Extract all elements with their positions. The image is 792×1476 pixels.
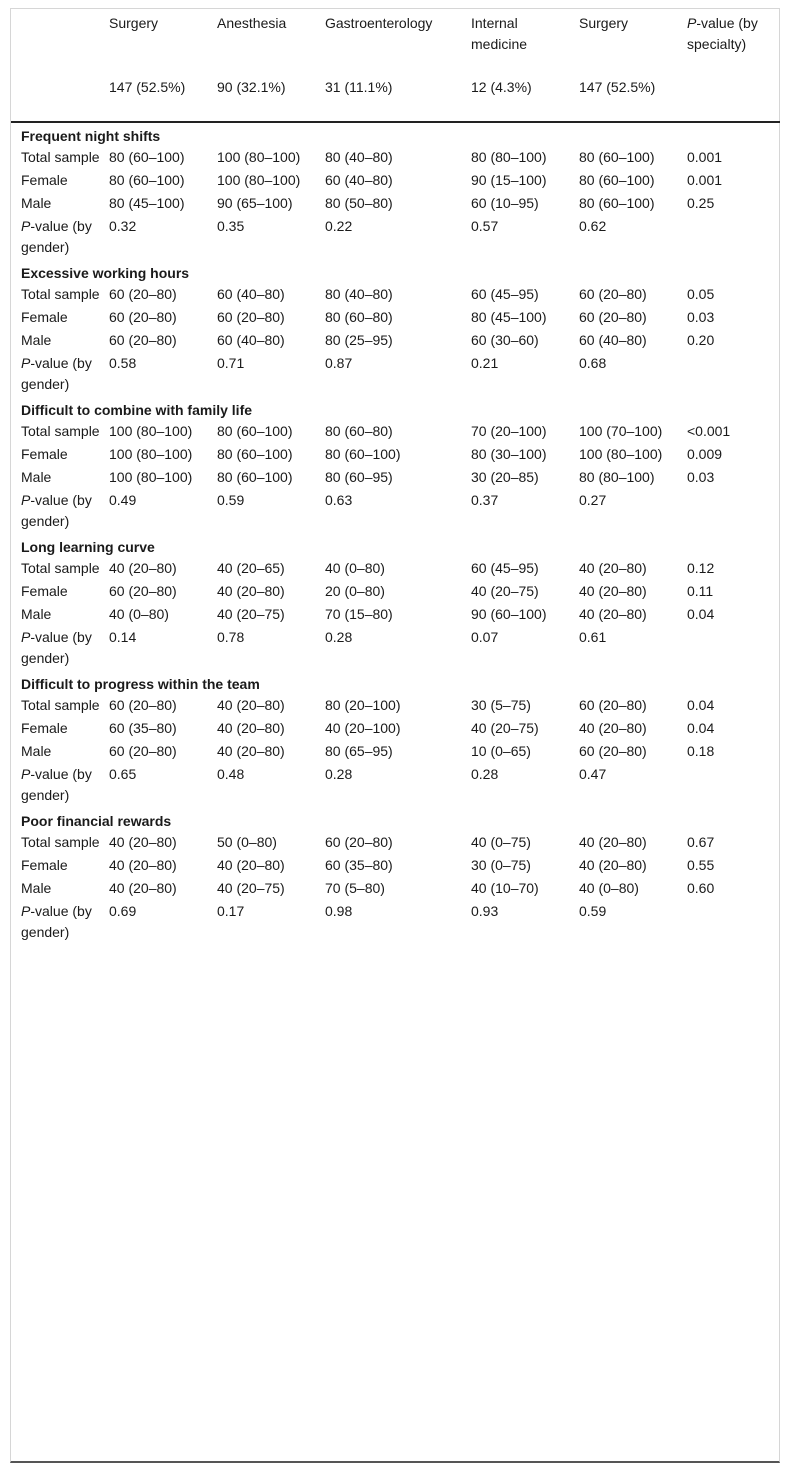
table-cell: 100 (80–100) bbox=[579, 446, 663, 462]
table-cell: 0.03 bbox=[687, 309, 715, 325]
table-row bbox=[11, 558, 780, 581]
table-cell: 0.65 bbox=[109, 766, 137, 782]
row-label-total-sample: Total sample bbox=[21, 697, 100, 713]
table-cell: 0.009 bbox=[687, 446, 723, 462]
row-label-female: Female bbox=[21, 172, 68, 188]
table-cell: 100 (80–100) bbox=[217, 149, 301, 165]
table-cell: 30 (5–75) bbox=[471, 697, 531, 713]
table-cell: 0.59 bbox=[579, 903, 607, 919]
table-cell: 60 (20–80) bbox=[109, 309, 177, 325]
table-cell: 20 (0–80) bbox=[325, 583, 385, 599]
table-cell: 40 (20–75) bbox=[471, 583, 539, 599]
count-empty-cell bbox=[11, 77, 109, 122]
table-cell: 60 (40–80) bbox=[217, 286, 285, 302]
header-count-4: 12 (4.3%) bbox=[471, 77, 579, 122]
header-count-3: 31 (11.1%) bbox=[325, 77, 471, 122]
table-cell: 60 (20–80) bbox=[579, 697, 647, 713]
table-cell: 0.25 bbox=[687, 195, 715, 211]
table-cell: 0.11 bbox=[687, 583, 714, 599]
table-cell: 0.68 bbox=[579, 355, 607, 371]
table-cell: 40 (20–65) bbox=[217, 560, 285, 576]
table-cell: 40 (20–80) bbox=[579, 834, 647, 850]
table-cell: 40 (20–80) bbox=[109, 834, 177, 850]
table-cell: 40 (20–80) bbox=[217, 583, 285, 599]
table-cell: 0.20 bbox=[687, 332, 715, 348]
table-row bbox=[11, 764, 780, 808]
table-cell: 40 (0–80) bbox=[109, 606, 169, 622]
section-header-row bbox=[11, 808, 780, 832]
table-cell: 0.32 bbox=[109, 218, 137, 234]
table-cell: 60 (20–80) bbox=[579, 286, 647, 302]
table-cell: 0.05 bbox=[687, 286, 715, 302]
table-cell: 0.07 bbox=[471, 629, 499, 645]
specialty-header-row bbox=[11, 13, 780, 77]
table-cell: 0.69 bbox=[109, 903, 137, 919]
table-cell: 80 (45–100) bbox=[109, 195, 185, 211]
table-cell: 80 (60–100) bbox=[579, 149, 655, 165]
table-cell: 30 (20–85) bbox=[471, 469, 539, 485]
table-row bbox=[11, 878, 780, 901]
row-label-male: Male bbox=[21, 880, 52, 896]
row-label-total-sample: Total sample bbox=[21, 149, 100, 165]
section-header-row bbox=[11, 534, 780, 558]
section-title: Long learning curve bbox=[21, 539, 155, 555]
row-label-total-sample: Total sample bbox=[21, 560, 100, 576]
table-cell: 60 (30–60) bbox=[471, 332, 539, 348]
table-cell: 0.78 bbox=[217, 629, 245, 645]
table-cell: <0.001 bbox=[687, 423, 731, 439]
table-row bbox=[11, 855, 780, 878]
table-cell bbox=[687, 764, 780, 808]
table-cell: 60 (20–80) bbox=[109, 697, 177, 713]
table-cell: 60 (35–80) bbox=[109, 720, 177, 736]
header-specialty-3: Gastroenterology bbox=[325, 15, 433, 31]
table-cell: 0.55 bbox=[687, 857, 715, 873]
table-cell: 0.61 bbox=[579, 629, 607, 645]
table-cell: 40 (20–80) bbox=[217, 697, 285, 713]
table-cell: 80 (60–80) bbox=[325, 423, 393, 439]
count-header-row bbox=[11, 77, 780, 122]
row-label-female: Female bbox=[21, 446, 68, 462]
table-cell: 0.59 bbox=[217, 492, 245, 508]
table-row bbox=[11, 901, 780, 945]
section-title: Difficult to progress within the team bbox=[21, 676, 260, 692]
table-cell: 0.63 bbox=[325, 492, 353, 508]
header-empty-cell bbox=[11, 13, 109, 77]
table-cell: 40 (20–75) bbox=[471, 720, 539, 736]
table-cell: 70 (20–100) bbox=[471, 423, 547, 439]
table-cell bbox=[687, 353, 780, 397]
table-cell: 0.71 bbox=[217, 355, 245, 371]
section-header-row bbox=[11, 397, 780, 421]
table-cell: 60 (20–80) bbox=[579, 309, 647, 325]
header-count-1: 147 (52.5%) bbox=[109, 77, 217, 122]
table-cell: 0.18 bbox=[687, 743, 715, 759]
table-cell: 0.14 bbox=[109, 629, 137, 645]
section-header-row bbox=[11, 122, 780, 147]
table-row bbox=[11, 330, 780, 353]
table-cell: 90 (15–100) bbox=[471, 172, 547, 188]
table-cell: 80 (30–100) bbox=[471, 446, 547, 462]
table-cell: 40 (20–80) bbox=[109, 857, 177, 873]
row-label-pvalue-by-gender: P-value (by gender) bbox=[21, 766, 92, 803]
table-cell: 40 (20–80) bbox=[109, 560, 177, 576]
row-label-total-sample: Total sample bbox=[21, 286, 100, 302]
row-label-male: Male bbox=[21, 195, 52, 211]
table-cell: 80 (65–95) bbox=[325, 743, 393, 759]
table-row bbox=[11, 147, 780, 170]
table-cell: 80 (20–100) bbox=[325, 697, 401, 713]
table-cell: 0.48 bbox=[217, 766, 245, 782]
header-specialty-4: Internal medicine bbox=[471, 15, 528, 52]
table-cell bbox=[687, 490, 780, 534]
row-label-pvalue-by-gender: P-value (by gender) bbox=[21, 492, 92, 529]
table-row bbox=[11, 832, 780, 855]
table-cell: 0.49 bbox=[109, 492, 137, 508]
row-label-total-sample: Total sample bbox=[21, 423, 100, 439]
section-header-row bbox=[11, 260, 780, 284]
table-cell: 60 (45–95) bbox=[471, 286, 539, 302]
table-row bbox=[11, 581, 780, 604]
table-cell: 0.98 bbox=[325, 903, 353, 919]
table-cell: 40 (0–80) bbox=[325, 560, 385, 576]
section-title: Frequent night shifts bbox=[21, 128, 161, 144]
table-row bbox=[11, 307, 780, 330]
table-row bbox=[11, 627, 780, 671]
table-cell: 100 (80–100) bbox=[109, 446, 193, 462]
table-cell: 60 (40–80) bbox=[325, 172, 393, 188]
table-cell: 60 (35–80) bbox=[325, 857, 393, 873]
table-cell: 0.62 bbox=[579, 218, 607, 234]
table-cell: 100 (80–100) bbox=[109, 469, 193, 485]
table-cell: 0.47 bbox=[579, 766, 607, 782]
table-cell: 0.58 bbox=[109, 355, 137, 371]
table-cell: 80 (40–80) bbox=[325, 149, 393, 165]
table-row bbox=[11, 353, 780, 397]
table-cell: 60 (20–80) bbox=[109, 286, 177, 302]
table-cell: 0.28 bbox=[325, 766, 353, 782]
table-row bbox=[11, 284, 780, 307]
table-cell: 60 (40–80) bbox=[217, 332, 285, 348]
table-cell: 40 (0–80) bbox=[579, 880, 639, 896]
header-pvalue-specialty: P-value (by specialty) bbox=[687, 15, 758, 52]
table-row bbox=[11, 741, 780, 764]
table-cell: 80 (60–100) bbox=[217, 446, 293, 462]
table-cell: 0.21 bbox=[471, 355, 499, 371]
table-cell: 40 (20–80) bbox=[579, 720, 647, 736]
table-row bbox=[11, 604, 780, 627]
row-label-male: Male bbox=[21, 606, 52, 622]
table-cell bbox=[687, 216, 780, 260]
table-cell: 40 (20–80) bbox=[217, 743, 285, 759]
table-cell: 0.17 bbox=[217, 903, 245, 919]
table-cell: 60 (40–80) bbox=[579, 332, 647, 348]
table-cell: 0.60 bbox=[687, 880, 715, 896]
table-cell: 80 (60–100) bbox=[109, 172, 185, 188]
table-cell: 0.001 bbox=[687, 172, 723, 188]
row-label-male: Male bbox=[21, 743, 52, 759]
table-cell: 80 (50–80) bbox=[325, 195, 393, 211]
table-cell: 100 (70–100) bbox=[579, 423, 663, 439]
table-cell: 60 (45–95) bbox=[471, 560, 539, 576]
table-row bbox=[11, 490, 780, 534]
row-label-pvalue-by-gender: P-value (by gender) bbox=[21, 355, 92, 392]
table-cell: 70 (15–80) bbox=[325, 606, 393, 622]
table-cell: 80 (60–100) bbox=[217, 423, 293, 439]
table-row bbox=[11, 216, 780, 260]
table-cell: 0.93 bbox=[471, 903, 499, 919]
table-cell: 40 (10–70) bbox=[471, 880, 539, 896]
table-row bbox=[11, 421, 780, 444]
section-title: Difficult to combine with family life bbox=[21, 402, 253, 418]
table-cell: 0.37 bbox=[471, 492, 499, 508]
table-cell: 80 (80–100) bbox=[471, 149, 547, 165]
table-cell: 100 (80–100) bbox=[217, 172, 301, 188]
table-cell: 90 (60–100) bbox=[471, 606, 547, 622]
table-cell: 80 (60–100) bbox=[579, 172, 655, 188]
table-cell bbox=[687, 627, 780, 671]
table-cell: 0.001 bbox=[687, 149, 723, 165]
table-cell: 80 (60–95) bbox=[325, 469, 393, 485]
table-row bbox=[11, 718, 780, 741]
table-cell: 0.04 bbox=[687, 720, 715, 736]
table-cell: 80 (80–100) bbox=[579, 469, 655, 485]
table-cell: 70 (5–80) bbox=[325, 880, 385, 896]
table-cell: 0.67 bbox=[687, 834, 715, 850]
table-row bbox=[11, 170, 780, 193]
table-cell: 0.12 bbox=[687, 560, 715, 576]
table-cell: 40 (20–80) bbox=[109, 880, 177, 896]
row-label-pvalue-by-gender: P-value (by gender) bbox=[21, 903, 92, 940]
table-cell: 0.22 bbox=[325, 218, 353, 234]
row-label-male: Male bbox=[21, 469, 52, 485]
header-specialty-5: Surgery bbox=[579, 15, 629, 31]
table-cell: 30 (0–75) bbox=[471, 857, 531, 873]
table-row bbox=[11, 444, 780, 467]
table-row bbox=[11, 467, 780, 490]
table-cell: 50 (0–80) bbox=[217, 834, 277, 850]
row-label-pvalue-by-gender: P-value (by gender) bbox=[21, 218, 92, 255]
table-cell: 40 (20–75) bbox=[217, 880, 285, 896]
table-cell: 100 (80–100) bbox=[109, 423, 193, 439]
table-cell: 40 (20–80) bbox=[579, 606, 647, 622]
section-title: Poor financial rewards bbox=[21, 813, 172, 829]
table-cell: 80 (60–100) bbox=[579, 195, 655, 211]
table-cell: 60 (20–80) bbox=[579, 743, 647, 759]
table-cell: 0.87 bbox=[325, 355, 353, 371]
header-specialty-2: Anesthesia bbox=[217, 15, 287, 31]
table-cell: 40 (20–80) bbox=[217, 857, 285, 873]
table-cell: 0.27 bbox=[579, 492, 607, 508]
table-cell: 10 (0–65) bbox=[471, 743, 531, 759]
table-cell: 40 (0–75) bbox=[471, 834, 531, 850]
table-cell: 80 (40–80) bbox=[325, 286, 393, 302]
table-cell: 0.57 bbox=[471, 218, 499, 234]
section-title: Excessive working hours bbox=[21, 265, 190, 281]
table-cell: 0.28 bbox=[471, 766, 499, 782]
table-cell: 60 (20–80) bbox=[109, 743, 177, 759]
table-cell: 80 (60–100) bbox=[325, 446, 401, 462]
table-cell: 0.04 bbox=[687, 697, 715, 713]
table-cell: 40 (20–75) bbox=[217, 606, 285, 622]
table-row bbox=[11, 695, 780, 718]
table-cell: 40 (20–80) bbox=[579, 560, 647, 576]
table-cell: 0.03 bbox=[687, 469, 715, 485]
row-label-female: Female bbox=[21, 720, 68, 736]
row-label-female: Female bbox=[21, 583, 68, 599]
table-cell: 60 (20–80) bbox=[217, 309, 285, 325]
table-cell: 60 (20–80) bbox=[109, 332, 177, 348]
table-cell: 40 (20–80) bbox=[217, 720, 285, 736]
section-header-row bbox=[11, 671, 780, 695]
table-cell bbox=[687, 901, 780, 945]
table-cell: 0.04 bbox=[687, 606, 715, 622]
row-label-female: Female bbox=[21, 857, 68, 873]
row-label-total-sample: Total sample bbox=[21, 834, 100, 850]
table-cell: 60 (20–80) bbox=[325, 834, 393, 850]
header-count-6 bbox=[687, 77, 780, 122]
table-cell: 90 (65–100) bbox=[217, 195, 293, 211]
table-row bbox=[11, 193, 780, 216]
table-cell: 0.35 bbox=[217, 218, 245, 234]
table-cell: 80 (60–100) bbox=[217, 469, 293, 485]
table-cell: 40 (20–100) bbox=[325, 720, 401, 736]
table-cell: 40 (20–80) bbox=[579, 857, 647, 873]
table-cell: 40 (20–80) bbox=[579, 583, 647, 599]
table-cell: 60 (20–80) bbox=[109, 583, 177, 599]
table-cell: 0.28 bbox=[325, 629, 353, 645]
results-table bbox=[11, 13, 780, 945]
row-label-pvalue-by-gender: P-value (by gender) bbox=[21, 629, 92, 666]
header-count-2: 90 (32.1%) bbox=[217, 77, 325, 122]
header-specialty-1: Surgery bbox=[109, 15, 159, 31]
table-cell: 80 (45–100) bbox=[471, 309, 547, 325]
table-cell: 80 (60–80) bbox=[325, 309, 393, 325]
row-label-female: Female bbox=[21, 309, 68, 325]
table-cell: 80 (25–95) bbox=[325, 332, 393, 348]
table-cell: 80 (60–100) bbox=[109, 149, 185, 165]
table-cell: 60 (10–95) bbox=[471, 195, 539, 211]
header-count-5: 147 (52.5%) bbox=[579, 77, 687, 122]
row-label-male: Male bbox=[21, 332, 52, 348]
